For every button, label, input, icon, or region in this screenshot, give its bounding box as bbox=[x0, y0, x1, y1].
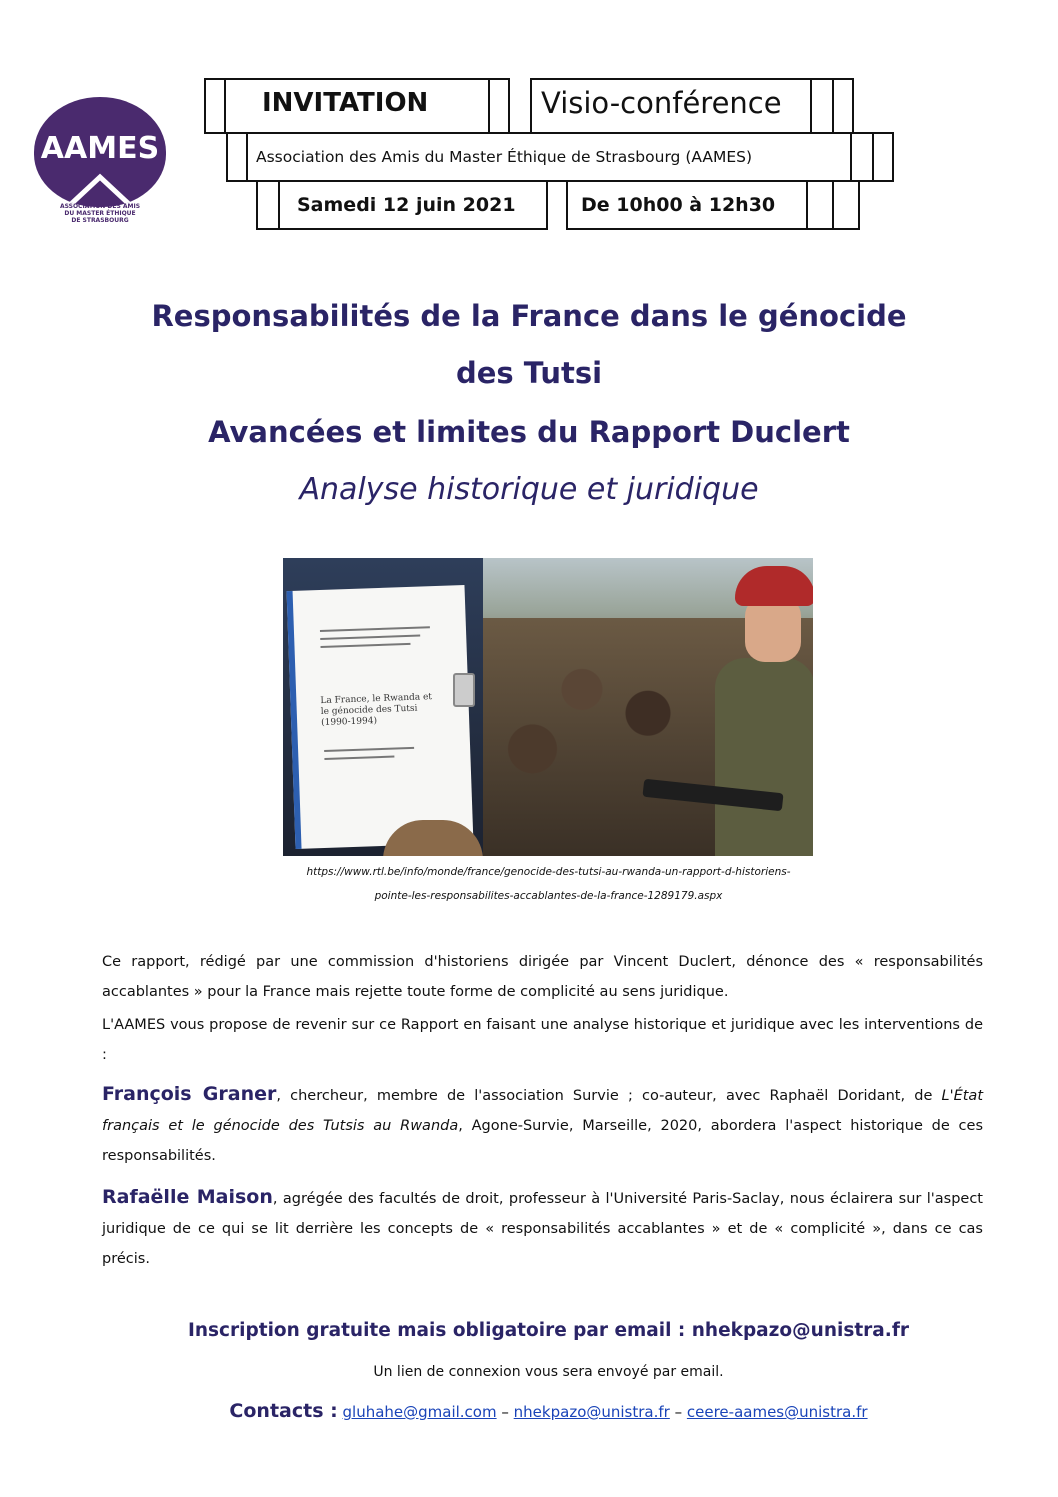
subtitle-italic: Analyse historique et juridique bbox=[299, 472, 759, 507]
invitation-label: INVITATION bbox=[262, 88, 429, 118]
proposal-paragraph: L'AAMES vous propose de revenir sur ce Rapport en faisant une analyse historique et juridique avec les interventions de : bbox=[102, 1017, 983, 1063]
main-title-line1: Responsabilités de la France dans le génocide bbox=[151, 299, 907, 333]
logo-circle bbox=[34, 97, 166, 207]
speaker1-book: L'État français et le génocide des Tutsis au Rwanda bbox=[102, 1088, 983, 1134]
box-divider bbox=[832, 180, 834, 230]
logo-sub-line: DU MASTER ÉTHIQUE bbox=[64, 210, 136, 217]
connection-note: Un lien de connexion vous sera envoyé par email. bbox=[373, 1364, 724, 1380]
photo-source-line1: https://www.rtl.be/info/monde/france/genocide-des-tutsi-au-rwanda-un-rapport-d-historiens- bbox=[306, 866, 791, 878]
date-label: Samedi 12 juin 2021 bbox=[297, 194, 516, 216]
email-link-gluhahe[interactable]: gluhahe@gmail.com bbox=[342, 1403, 497, 1421]
crowd-photo bbox=[483, 558, 813, 856]
speaker2-paragraph bbox=[102, 1182, 983, 1274]
separator: – bbox=[674, 1403, 683, 1421]
report-line bbox=[320, 635, 420, 640]
report-document bbox=[287, 585, 474, 849]
time-label: De 10h00 à 12h30 bbox=[581, 194, 776, 216]
email-link-ceere[interactable]: ceere-aames@unistra.fr bbox=[686, 1403, 868, 1421]
contacts-line bbox=[0, 1400, 1058, 1422]
soldier-uniform bbox=[715, 658, 813, 856]
red-beret bbox=[735, 566, 813, 606]
visio-label: Visio-conférence bbox=[541, 86, 782, 120]
logo-sub-line: DE STRASBOURG bbox=[71, 217, 129, 224]
logo-word: AAMES bbox=[40, 131, 160, 166]
inscription-line: Inscription gratuite mais obligatoire par email : nhekpazo@unistra.fr bbox=[187, 1320, 909, 1341]
speaker1-text-b: , Agone-Survie, Marseille, 2020, abordera l'aspect historique de ces responsabilités. bbox=[102, 1118, 984, 1164]
report-line bbox=[320, 626, 430, 632]
report-photo bbox=[283, 558, 483, 856]
box-divider bbox=[872, 132, 874, 182]
speaker1-name: François Graner bbox=[102, 1083, 277, 1105]
photo-source-line2: pointe-les-responsabilites-accablantes-de-la-france-1289179.aspx bbox=[374, 890, 723, 902]
speaker2-text: , agrégée des facultés de droit, professeur à l'Université Paris-Saclay, nous éclairera sur l'aspect juridique de ce qui se lit derrière les concepts de « responsabilités accablantes » et de « complicité », dans ce cas précis. bbox=[102, 1191, 983, 1267]
aames-logo bbox=[34, 97, 166, 229]
intro-paragraph: Ce rapport, rédigé par une commission d'historiens dirigée par Vincent Duclert, dénonce des « responsabilités accablantes » pour la France mais rejette toute forme de complicité au sens juridique. bbox=[102, 954, 983, 1000]
report-line bbox=[324, 747, 414, 752]
box-divider bbox=[806, 180, 808, 230]
news-photo bbox=[283, 558, 813, 856]
main-title-line2: des Tutsi bbox=[455, 356, 603, 390]
separator: – bbox=[501, 1403, 509, 1421]
contacts-label: Contacts : bbox=[229, 1400, 338, 1422]
box-divider bbox=[832, 78, 834, 134]
box-divider bbox=[224, 78, 226, 134]
speaker1-paragraph bbox=[102, 1079, 983, 1171]
report-title: La France, le Rwanda et le génocide des Tutsi (1990-1994) bbox=[320, 692, 433, 729]
binder-clip bbox=[453, 673, 475, 707]
box-divider bbox=[246, 132, 248, 182]
box-divider bbox=[850, 132, 852, 182]
logo-sub-line: ASSOCIATION DES AMIS bbox=[59, 203, 141, 210]
association-label: Association des Amis du Master Éthique de Strasbourg (AAMES) bbox=[256, 148, 753, 166]
email-link-nhekpazo[interactable]: nhekpazo@unistra.fr bbox=[513, 1403, 670, 1421]
subtitle: Avancées et limites du Rapport Duclert bbox=[208, 415, 850, 449]
box-divider bbox=[810, 78, 812, 134]
logo-subtitle bbox=[34, 203, 166, 224]
report-line bbox=[324, 756, 394, 760]
speaker1-text-a: , chercheur, membre de l'association Survie ; co-auteur, avec Raphaël Doridant, de bbox=[276, 1088, 942, 1104]
box-divider bbox=[278, 180, 280, 230]
house-roof-icon bbox=[68, 167, 132, 207]
report-line bbox=[320, 643, 410, 648]
box-divider bbox=[488, 78, 490, 134]
speaker2-name: Rafaëlle Maison bbox=[102, 1186, 273, 1208]
